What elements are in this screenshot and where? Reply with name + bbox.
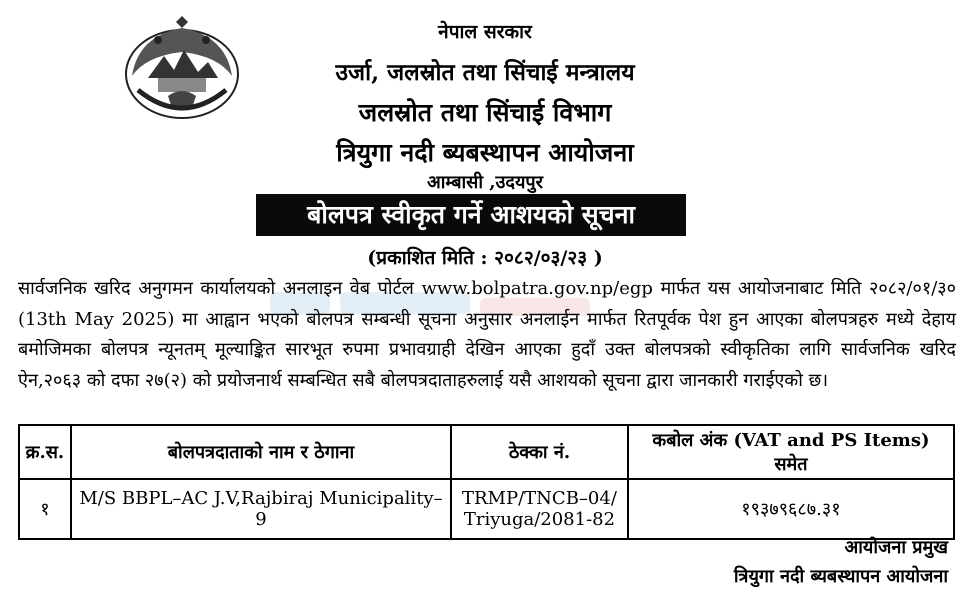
bid-table <box>18 424 955 540</box>
published-date: (प्रकाशित मिति : २०८२/०३/२३ ) <box>367 247 603 269</box>
project-name: त्रियुगा नदी ब्यबस्थापन आयोजना <box>336 138 634 167</box>
cell-contract-no: TRMP/TNCB–04/ Triyuga/2081-82 <box>451 479 628 539</box>
header-serial: क्र.स. <box>19 425 71 479</box>
header-contract-no: ठेक्का नं. <box>451 425 628 479</box>
office-location: आम्बासी ,उदयपुर <box>427 172 543 193</box>
signatory-office: त्रियुगा नदी ब्यबस्थापन आयोजना <box>733 566 948 587</box>
signatory-title: आयोजना प्रमुख <box>844 537 948 558</box>
cell-bidder: M/S BBPL–AC J.V,Rajbiraj Municipality–9 <box>71 479 451 539</box>
table-row <box>19 479 954 539</box>
header-bidder: बोलपत्रदाताको नाम र ठेगाना <box>71 425 451 479</box>
ministry-name: उर्जा, जलस्रोत तथा सिंचाई मन्त्रालय <box>335 59 635 86</box>
department-name: जलस्रोत तथा सिंचाई विभाग <box>358 98 612 127</box>
header-amount: कबोल अंक (VAT and PS Items) समेत <box>628 425 954 479</box>
table-header-row <box>19 425 954 479</box>
government-name: नेपाल सरकार <box>438 21 532 43</box>
cell-amount: १९३७९६८७.३१ <box>628 479 954 539</box>
notice-title: बोलपत्र स्वीकृत गर्ने आशयको सूचना <box>256 194 686 236</box>
notice-body: सार्वजनिक खरिद अनुगमन कार्यालयको अनलाइन वेब पोर्टल www.bolpatra.gov.np/egp मार्फत यस आयोजनाबाट मिति २०८२/०१/३० (13th May 2025) मा आह्वान भएको बोलपत्र सम्बन्धी सूचना अनुसार अनलाईन मार्फत रितपूर्वक पेश हुन आएका बोलपत्रहरु मध्ये देहाय बमोजिमका बोलपत्र न्यूनतम् मूल्याङ्कित सारभूत रुपमा प्रभावग्राही देखिन आएका हुदाँ उक्त बोलपत्रको स्वीकृतिका लागि सार्वजनिक खरिद ऐन,२०६३ को दफा २७(२) को प्रयोजनार्थ सम्बन्धित सबै बोलपत्रदाताहरुलाई यसै आशयको सूचना द्वारा जानकारी गराईएको छ। <box>18 278 956 391</box>
cell-serial: १ <box>19 479 71 539</box>
